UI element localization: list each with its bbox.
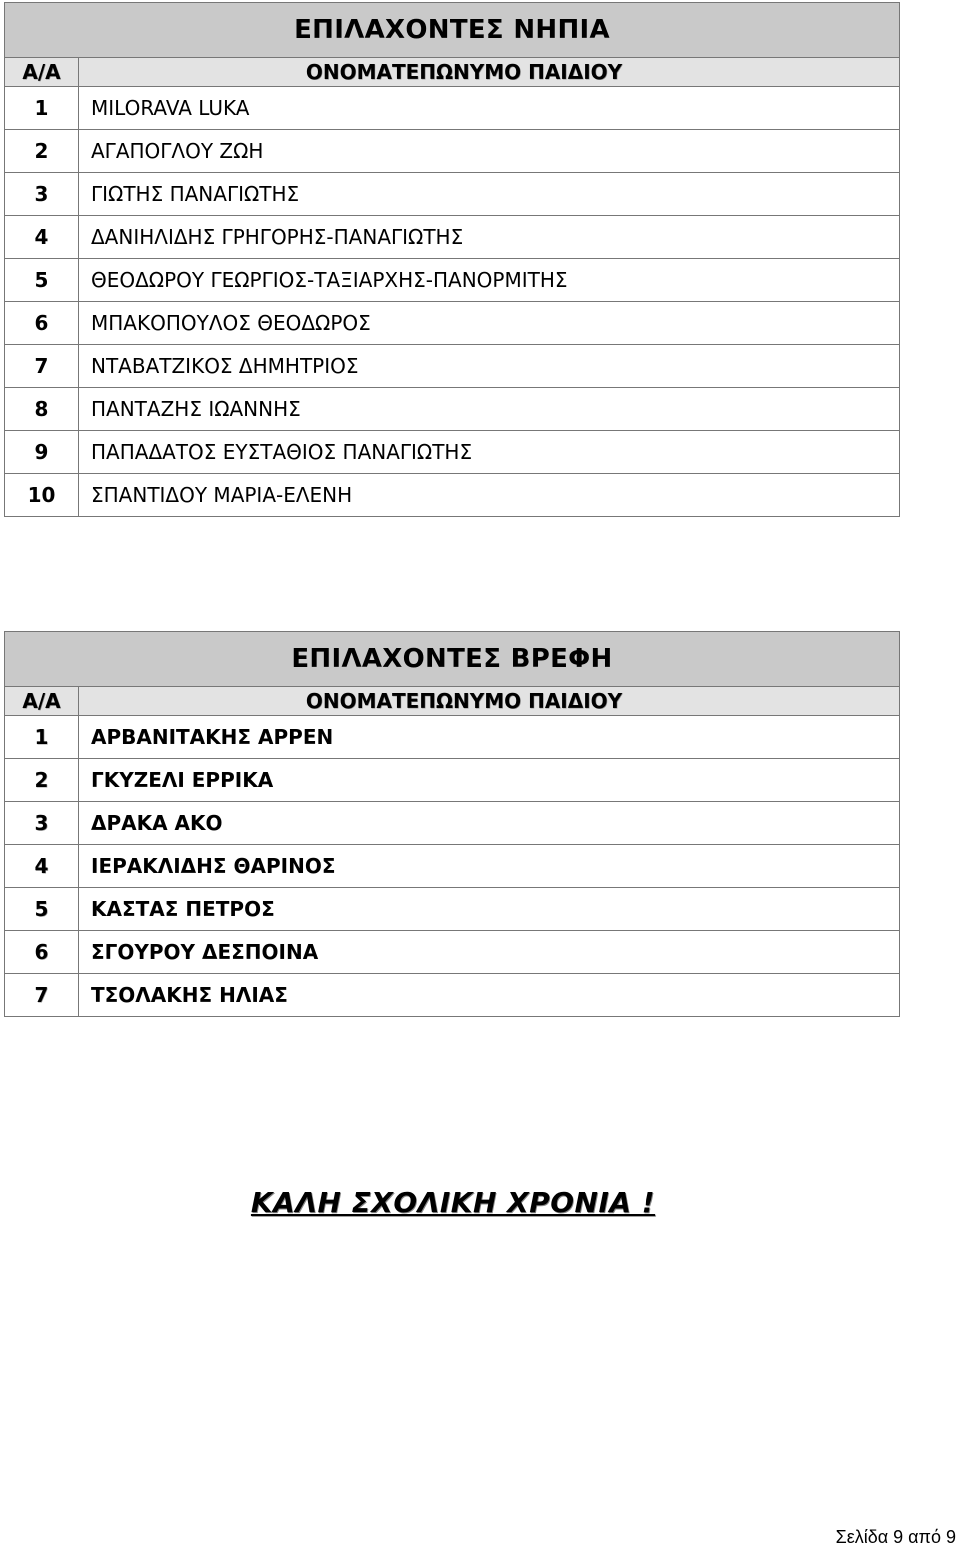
table-row — [5, 216, 900, 259]
child-name: ΔΡΑΚΑ ΑΚΟ — [79, 802, 900, 845]
table-row — [5, 87, 900, 130]
table-row — [5, 474, 900, 517]
table-title-row — [5, 3, 900, 58]
row-number: 3 — [5, 173, 79, 216]
child-name: ΠΑΝΤΑΖΗΣ ΙΩΑΝΝΗΣ — [79, 388, 900, 431]
table-header-row — [5, 687, 900, 716]
table-row — [5, 931, 900, 974]
waitlist-table-nipia — [4, 2, 900, 517]
table-header-row — [5, 58, 900, 87]
row-number: 4 — [5, 216, 79, 259]
row-number: 2 — [5, 759, 79, 802]
child-name: ΤΣΟΛΑΚΗΣ ΗΛΙΑΣ — [79, 974, 900, 1017]
table-row — [5, 302, 900, 345]
child-name: ΑΡΒΑΝΙΤΑΚΗΣ ΑΡΡΕΝ — [79, 716, 900, 759]
column-header-number: Α/Α — [5, 58, 79, 87]
child-name: ΙΕΡΑΚΛΙΔΗΣ ΘΑΡΙΝΟΣ — [79, 845, 900, 888]
row-number: 1 — [5, 87, 79, 130]
table-row — [5, 845, 900, 888]
child-name: MILORAVA LUKA — [79, 87, 900, 130]
table-row — [5, 130, 900, 173]
row-number: 6 — [5, 931, 79, 974]
row-number: 3 — [5, 802, 79, 845]
child-name: ΚΑΣΤΑΣ ΠΕΤΡΟΣ — [79, 888, 900, 931]
child-name: ΝΤΑΒΑΤΖΙΚΟΣ ΔΗΜΗΤΡΙΟΣ — [79, 345, 900, 388]
row-number: 10 — [5, 474, 79, 517]
closing-message: ΚΑΛΗ ΣΧΟΛΙΚΗ ΧΡΟΝΙΑ ! — [250, 1186, 656, 1219]
child-name: ΔΑΝΙΗΛΙΔΗΣ ΓΡΗΓΟΡΗΣ-ΠΑΝΑΓΙΩΤΗΣ — [79, 216, 900, 259]
table-row — [5, 974, 900, 1017]
row-number: 5 — [5, 888, 79, 931]
waitlist-table-vrefi — [4, 631, 900, 1017]
row-number: 2 — [5, 130, 79, 173]
row-number: 7 — [5, 345, 79, 388]
row-number: 9 — [5, 431, 79, 474]
row-number: 1 — [5, 716, 79, 759]
table-row — [5, 888, 900, 931]
row-number: 4 — [5, 845, 79, 888]
table-row — [5, 345, 900, 388]
row-number: 5 — [5, 259, 79, 302]
child-name: ΣΓΟΥΡΟΥ ΔΕΣΠΟΙΝΑ — [79, 931, 900, 974]
column-header-number: Α/Α — [5, 687, 79, 716]
child-name: ΓΚΥΖΕΛΙ ΕΡΡΙΚΑ — [79, 759, 900, 802]
table-row — [5, 759, 900, 802]
child-name: ΜΠΑΚΟΠΟΥΛΟΣ ΘΕΟΔΩΡΟΣ — [79, 302, 900, 345]
table-row — [5, 388, 900, 431]
column-header-name: ΟΝΟΜΑΤΕΠΩΝΥΜΟ ΠΑΙΔΙΟΥ — [79, 58, 900, 87]
page-number: Σελίδα 9 από 9 — [835, 1527, 956, 1547]
section-title: ΕΠΙΛΑΧΟΝΤΕΣ ΝΗΠΙΑ — [5, 3, 900, 58]
table-row — [5, 802, 900, 845]
column-header-name: ΟΝΟΜΑΤΕΠΩΝΥΜΟ ΠΑΙΔΙΟΥ — [79, 687, 900, 716]
row-number: 8 — [5, 388, 79, 431]
table-row — [5, 259, 900, 302]
child-name: ΠΑΠΑΔΑΤΟΣ ΕΥΣΤΑΘΙΟΣ ΠΑΝΑΓΙΩΤΗΣ — [79, 431, 900, 474]
row-number: 6 — [5, 302, 79, 345]
table-row — [5, 431, 900, 474]
row-number: 7 — [5, 974, 79, 1017]
child-name: ΑΓΑΠΟΓΛΟΥ ΖΩΗ — [79, 130, 900, 173]
table-row — [5, 716, 900, 759]
section-title: ΕΠΙΛΑΧΟΝΤΕΣ ΒΡΕΦΗ — [5, 632, 900, 687]
table-row — [5, 173, 900, 216]
child-name: ΣΠΑΝΤΙΔΟΥ ΜΑΡΙΑ-ΕΛΕΝΗ — [79, 474, 900, 517]
child-name: ΘΕΟΔΩΡΟΥ ΓΕΩΡΓΙΟΣ-ΤΑΞΙΑΡΧΗΣ-ΠΑΝΟΡΜΙΤΗΣ — [79, 259, 900, 302]
table-title-row — [5, 632, 900, 687]
child-name: ΓΙΩΤΗΣ ΠΑΝΑΓΙΩΤΗΣ — [79, 173, 900, 216]
